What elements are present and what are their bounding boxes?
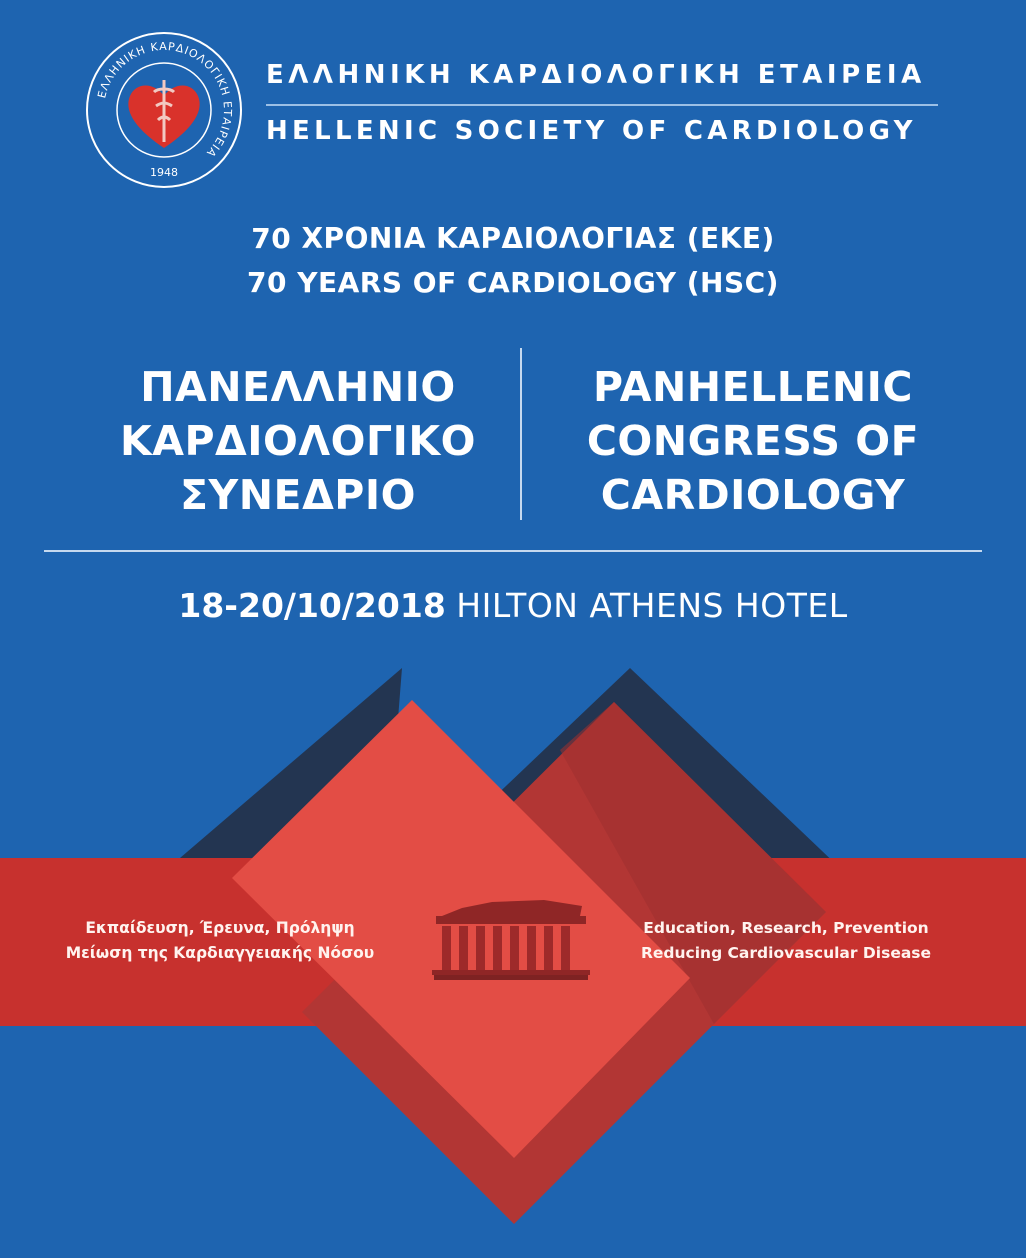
event-date: 18-20/10/2018 bbox=[178, 586, 446, 625]
congress-title-english-line: PANHELLENIC bbox=[592, 363, 914, 411]
anniversary-english: 70 YEARS OF CARDIOLOGY (HSC) bbox=[247, 266, 779, 299]
seal-ring-text: ΕΛΛΗΝΙΚΗ ΚΑΡΔΙΟΛΟΓΙΚΗ ΕΤΑΙΡΕΙΑ bbox=[95, 39, 235, 160]
motto-greek-line: Εκπαίδευση, Έρευνα, Πρόληψη bbox=[85, 919, 355, 937]
section-divider bbox=[44, 550, 982, 552]
motto-english-line: Reducing Cardiovascular Disease bbox=[640, 944, 932, 962]
congress-title-english bbox=[548, 360, 958, 522]
congress-title-english-line: CONGRESS OF bbox=[586, 417, 920, 465]
motto-english-line: Education, Research, Prevention bbox=[643, 919, 929, 937]
congress-title-greek-line: ΣΥΝΕΔΡΙΟ bbox=[180, 471, 416, 519]
congress-title-greek bbox=[108, 360, 488, 522]
congress-title-greek-line: ΠΑΝΕΛΛΗΝΙΟ bbox=[140, 363, 456, 411]
seal-year: 1948 bbox=[150, 166, 178, 179]
motto-english bbox=[596, 916, 976, 966]
motto-greek-line: Μείωση της Καρδιαγγειακής Νόσου bbox=[65, 944, 375, 962]
anniversary-greek: 70 ΧΡΟΝΙΑ ΚΑΡΔΙΟΛΟΓΙΑΣ (ΕΚΕ) bbox=[251, 222, 775, 255]
motto-greek bbox=[40, 916, 400, 966]
event-venue: HILTON ATHENS HOTEL bbox=[456, 586, 848, 625]
org-name-greek: ΕΛΛΗΝΙΚΗ ΚΑΡΔΙΟΛΟΓΙΚΗ ΕΤΑΙΡΕΙΑ bbox=[266, 60, 926, 90]
title-divider bbox=[520, 348, 522, 520]
congress-title-english-line: CARDIOLOGY bbox=[600, 471, 906, 519]
congress-title-greek-line: ΚΑΡΔΙΟΛΟΓΙΚΟ bbox=[120, 417, 476, 465]
org-name-english: HELLENIC SOCIETY OF CARDIOLOGY bbox=[266, 116, 917, 146]
org-name-divider bbox=[266, 104, 938, 106]
society-seal-icon bbox=[84, 30, 244, 190]
parthenon-icon bbox=[432, 896, 590, 982]
